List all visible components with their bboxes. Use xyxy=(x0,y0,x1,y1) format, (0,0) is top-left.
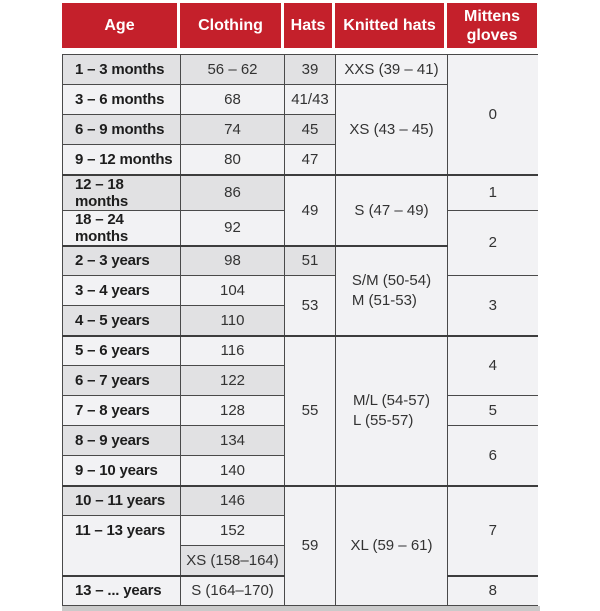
table-row xyxy=(63,336,538,366)
hats-cell: 49 xyxy=(285,175,336,246)
clothing-cell: 146 xyxy=(181,486,285,516)
table-header-row xyxy=(62,3,537,48)
mittens-gloves-cell: 2 xyxy=(448,210,538,276)
age-cell: 9 – 10 years xyxy=(63,456,181,486)
age-cell: 13 – ... years xyxy=(63,576,181,606)
mittens-gloves-cell: 5 xyxy=(448,396,538,426)
clothing-cell: 152 xyxy=(181,516,285,546)
knitted-hats-cell: M/L (54-57) L (55-57) xyxy=(336,336,448,486)
knitted-hats-cell: S (47 – 49) xyxy=(336,175,448,246)
age-cell: 3 – 4 years xyxy=(63,276,181,306)
age-cell: 9 – 12 months xyxy=(63,145,181,175)
hats-cell: 53 xyxy=(285,276,336,336)
clothing-cell: 98 xyxy=(181,246,285,276)
age-cell: 8 – 9 years xyxy=(63,426,181,456)
mittens-gloves-cell: 4 xyxy=(448,336,538,396)
mittens-gloves-cell: 0 xyxy=(448,55,538,175)
age-cell: 2 – 3 years xyxy=(63,246,181,276)
clothing-cell: 128 xyxy=(181,396,285,426)
hats-cell: 51 xyxy=(285,246,336,276)
clothing-cell: 104 xyxy=(181,276,285,306)
table-row xyxy=(63,175,538,211)
mittens-gloves-cell: 1 xyxy=(448,175,538,211)
clothing-cell: 68 xyxy=(181,85,285,115)
knitted-hats-cell: S/M (50-54) M (51-53) xyxy=(336,246,448,336)
age-cell: 4 – 5 years xyxy=(63,306,181,336)
mittens-gloves-cell: 7 xyxy=(448,486,538,576)
clothing-cell: 86 xyxy=(181,175,285,211)
hats-cell: 55 xyxy=(285,336,336,486)
clothing-cell: 92 xyxy=(181,210,285,246)
age-cell: 6 – 9 months xyxy=(63,115,181,145)
clothing-cell: 80 xyxy=(181,145,285,175)
hats-cell: 45 xyxy=(285,115,336,145)
mittens-gloves-cell: 8 xyxy=(448,576,538,606)
table-row xyxy=(63,486,538,516)
table-row xyxy=(63,276,538,306)
clothing-cell: 110 xyxy=(181,306,285,336)
clothing-cell: 122 xyxy=(181,366,285,396)
hats-cell: 39 xyxy=(285,55,336,85)
clothing-cell: XS (158–164) xyxy=(181,546,285,576)
clothing-cell: 134 xyxy=(181,426,285,456)
clothing-cell: 56 – 62 xyxy=(181,55,285,85)
column-header-age: Age xyxy=(62,3,180,48)
column-header-hats: Hats xyxy=(284,3,335,48)
hats-cell: 47 xyxy=(285,145,336,175)
age-cell: 18 – 24 months xyxy=(63,210,181,246)
clothing-cell: 116 xyxy=(181,336,285,366)
column-header-mittens-gloves: Mittens gloves xyxy=(447,3,537,48)
clothing-cell: S (164–170) xyxy=(181,576,285,606)
knitted-hats-cell: XXS (39 – 41) xyxy=(336,55,448,85)
knitted-hats-cell: XL (59 – 61) xyxy=(336,486,448,606)
clothing-cell: 74 xyxy=(181,115,285,145)
age-cell: 7 – 8 years xyxy=(63,396,181,426)
age-cell: 10 – 11 years xyxy=(63,486,181,516)
mittens-gloves-cell: 3 xyxy=(448,276,538,336)
mittens-gloves-cell: 6 xyxy=(448,426,538,486)
age-cell: 12 – 18 months xyxy=(63,175,181,211)
size-table xyxy=(62,54,538,606)
table-row xyxy=(63,55,538,85)
knitted-hats-cell: XS (43 – 45) xyxy=(336,85,448,175)
table-bottom-edge xyxy=(62,606,540,611)
size-table-body xyxy=(63,55,538,606)
age-cell: 11 – 13 years xyxy=(63,516,181,576)
column-header-clothing: Clothing xyxy=(180,3,284,48)
age-cell: 5 – 6 years xyxy=(63,336,181,366)
hats-cell: 41/43 xyxy=(285,85,336,115)
clothing-cell: 140 xyxy=(181,456,285,486)
age-cell: 3 – 6 months xyxy=(63,85,181,115)
age-cell: 1 – 3 months xyxy=(63,55,181,85)
age-cell: 6 – 7 years xyxy=(63,366,181,396)
column-header-knitted-hats: Knitted hats xyxy=(335,3,447,48)
size-chart xyxy=(62,3,537,611)
hats-cell: 59 xyxy=(285,486,336,606)
